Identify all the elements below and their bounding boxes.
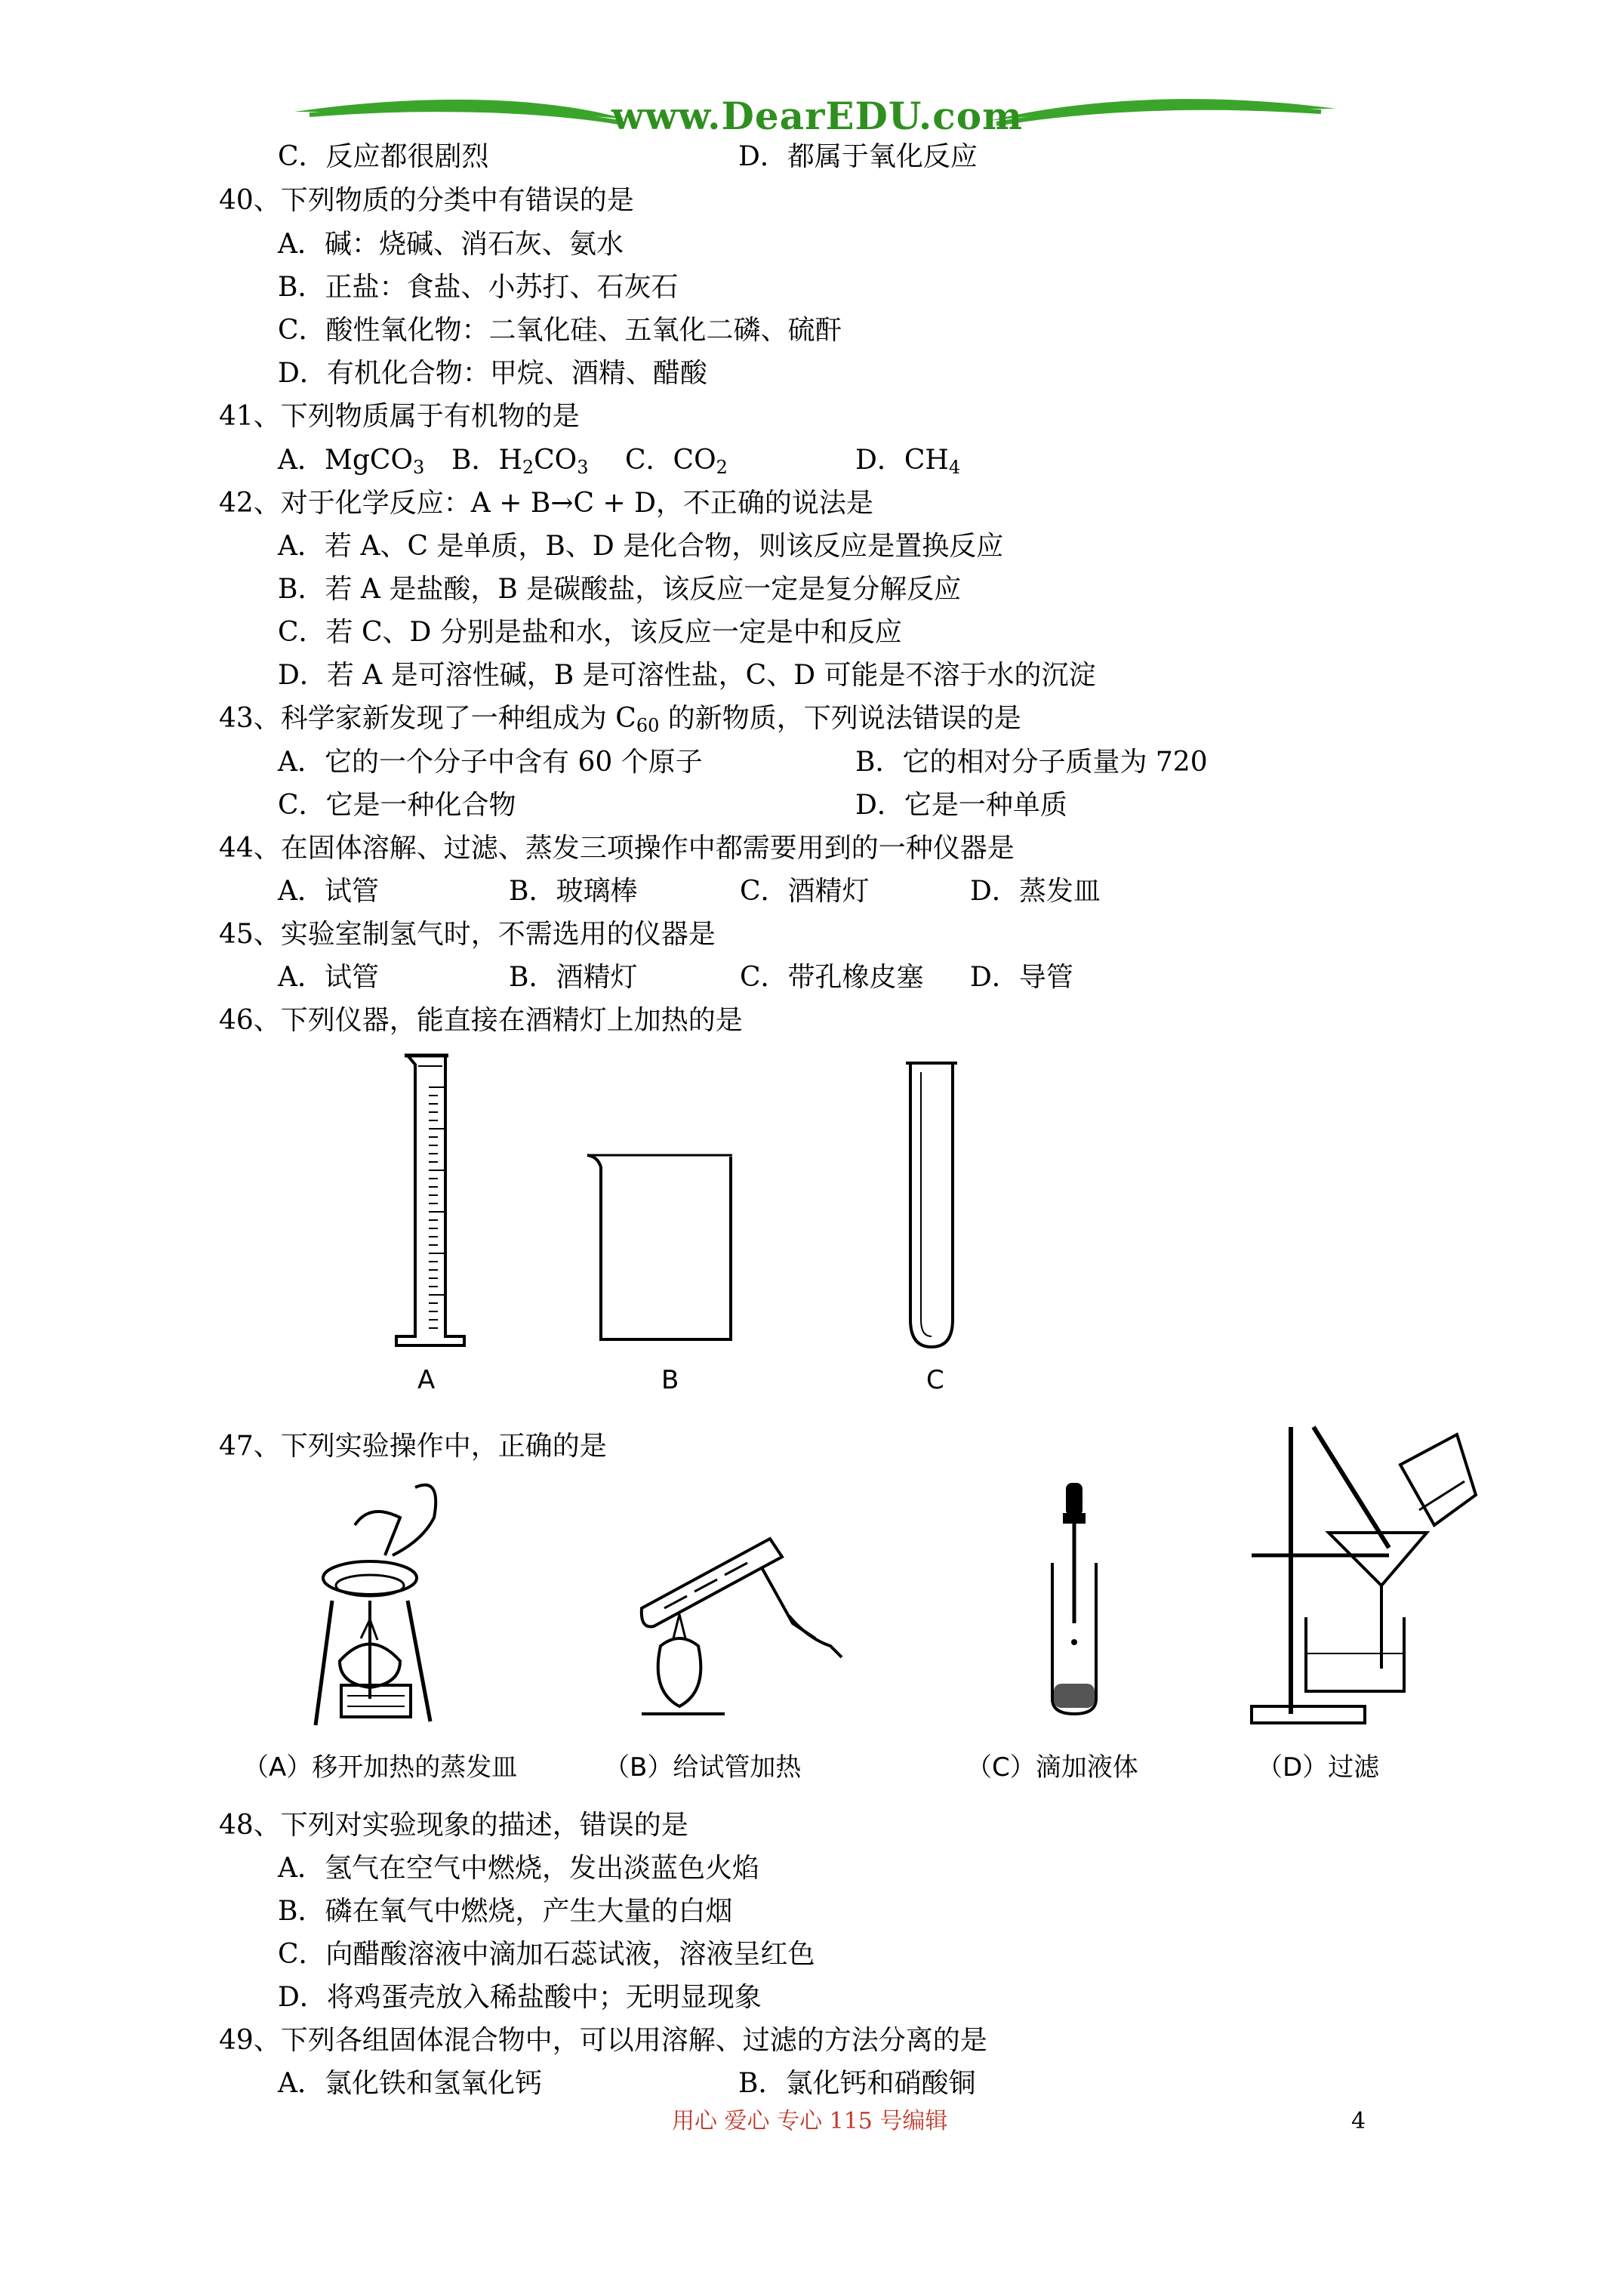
q43-option-d: D．它是一种单质 (855, 790, 1067, 821)
q41-option-a: A．MgCO$_3$ (278, 445, 425, 478)
q42-option-a: A．若 A、C 是单质，B、D 是化合物，则该反应是置换反应 (278, 531, 1004, 562)
q47-caption-c: （C）滴加液体 (966, 1752, 1138, 1783)
q49-option-a: A．氯化铁和氢氧化钙 (278, 2068, 542, 2099)
site-logo-text: www.DearEDU.com (611, 94, 1024, 138)
evaporating-dish-figure (302, 1472, 468, 1737)
q40-option-c: C．酸性氧化物：二氧化硅、五氧化二磷、硫酐 (278, 315, 842, 346)
page-number: 4 (1351, 2108, 1366, 2134)
q44-stem: 44、在固体溶解、过滤、蒸发三项操作中都需要用到的一种仪器是 (219, 833, 1015, 864)
q44-option-d: D．蒸发皿 (970, 876, 1101, 907)
q48-stem: 48、下列对实验现象的描述，错误的是 (219, 1810, 688, 1841)
q48-option-b: B．磷在氧气中燃烧，产生大量的白烟 (278, 1896, 733, 1927)
q41-option-b: B．$H_2CO_3$ (451, 445, 589, 478)
q45-option-b: B．酒精灯 (509, 962, 638, 993)
footer-text: 用心 爱心 专心 115 号编辑 (672, 2108, 948, 2134)
q40-stem: 40、下列物质的分类中有错误的是 (219, 185, 634, 216)
q40-option-a: A．碱：烧碱、消石灰、氨水 (278, 229, 624, 260)
q43-option-a: A．它的一个分子中含有 60 个原子 (278, 747, 703, 778)
figure-label-a: A (417, 1365, 436, 1395)
q43-option-c: C．它是一种化合物 (278, 790, 516, 821)
graduated-cylinder-figure (385, 1049, 483, 1351)
q41-option-d: D．$CH_4$ (855, 445, 961, 478)
q39-option-d: D．都属于氧化反应 (738, 141, 978, 172)
heating-test-tube-figure (634, 1525, 845, 1729)
q46-stem: 46、下列仪器，能直接在酒精灯上加热的是 (219, 1005, 743, 1036)
q41-option-c: C．$CO_2$ (625, 445, 728, 478)
q45-stem: 45、实验室制氢气时，不需选用的仪器是 (219, 919, 716, 950)
dropper-figure (1034, 1480, 1117, 1721)
q45-option-a: A．试管 (278, 962, 379, 993)
q40-option-d: D．有机化合物：甲烷、酒精、醋酸 (278, 358, 707, 389)
q45-option-c: C．带孔橡皮塞 (740, 962, 924, 993)
q47-caption-b: （B）给试管加热 (604, 1752, 802, 1783)
q42-stem: 42、对于化学反应：A + B→C + D，不正确的说法是 (219, 488, 873, 519)
q49-option-b: B．氯化钙和硝酸铜 (738, 2068, 976, 2099)
beaker-figure (581, 1149, 747, 1353)
q44-option-a: A．试管 (278, 876, 379, 907)
q44-option-c: C．酒精灯 (740, 876, 870, 907)
filtration-figure (1238, 1419, 1480, 1729)
q48-option-d: D．将鸡蛋壳放入稀盐酸中；无明显现象 (278, 1982, 762, 2013)
q48-option-a: A．氢气在空气中燃烧，发出淡蓝色火焰 (278, 1853, 759, 1884)
q47-caption-a: （A）移开加热的蒸发皿 (243, 1752, 518, 1783)
figure-label-c: C (926, 1365, 944, 1395)
test-tube-figure (898, 1056, 966, 1358)
q45-option-d: D．导管 (970, 962, 1073, 993)
q42-option-c: C．若 C、D 分别是盐和水，该反应一定是中和反应 (278, 617, 902, 648)
q42-option-d: D．若 A 是可溶性碱，B 是可溶性盐，C、D 可能是不溶于水的沉淀 (278, 660, 1096, 691)
q40-option-b: B．正盐：食盐、小苏打、石灰石 (278, 272, 679, 303)
q39-option-c: C．反应都很剧烈 (278, 141, 489, 172)
q47-stem: 47、下列实验操作中，正确的是 (219, 1431, 607, 1462)
q49-stem: 49、下列各组固体混合物中，可以用溶解、过滤的方法分离的是 (219, 2025, 987, 2056)
q48-option-c: C．向醋酸溶液中滴加石蕊试液，溶液呈红色 (278, 1939, 815, 1970)
q47-caption-d: （D）过滤 (1257, 1752, 1380, 1783)
q43-option-b: B．它的相对分子质量为 720 (855, 747, 1208, 778)
q42-option-b: B．若 A 是盐酸，B 是碳酸盐，该反应一定是复分解反应 (278, 574, 962, 605)
q44-option-b: B．玻璃棒 (509, 876, 638, 907)
q41-stem: 41、下列物质属于有机物的是 (219, 401, 580, 432)
q43-stem: 43、科学家新发现了一种组成为 $C_{60}$ 的新物质，下列说法错误的是 (219, 703, 1021, 736)
figure-label-b: B (661, 1365, 679, 1395)
